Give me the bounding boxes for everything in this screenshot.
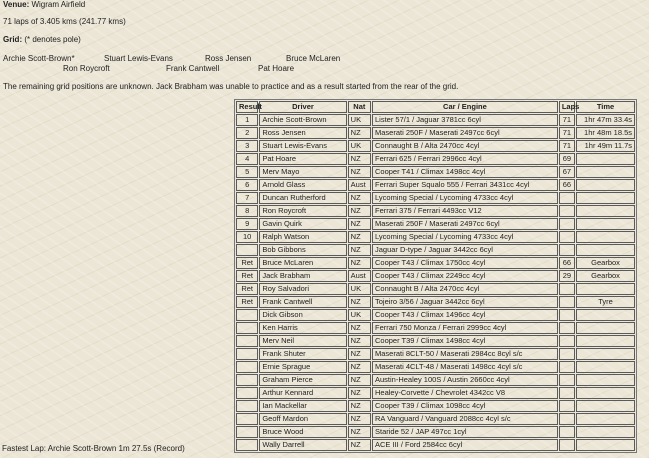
table-row [236,114,635,126]
nat-cell: NZ [348,127,371,139]
time-cell [576,192,635,204]
nat-cell: NZ [348,166,371,178]
laps-cell [559,361,575,373]
laps-cell [559,244,575,256]
driver-cell: Merv Neil [259,335,346,347]
driver-cell: Ron Roycroft [259,205,346,217]
car-engine-cell: Lister 57/1 / Jaguar 3781cc 6cyl [372,114,558,126]
nat-cell: NZ [348,413,371,425]
results-table [234,99,637,453]
time-cell [576,218,635,230]
laps-cell [559,348,575,360]
result-cell: 7 [236,192,258,204]
venue-value: Wigram Airfield [31,0,86,9]
driver-cell: Frank Shuter [259,348,346,360]
result-cell [236,309,258,321]
table-row [236,322,635,334]
header-car-engine: Car / Engine [372,101,558,113]
nat-cell: NZ [348,257,371,269]
nat-cell: NZ [348,322,371,334]
time-cell [576,439,635,451]
time-cell: Tyre [576,296,635,308]
driver-cell: Ralph Watson [259,231,346,243]
table-row [236,283,635,295]
result-cell [236,361,258,373]
car-engine-cell: Austin-Healey 100S / Austin 2660cc 4cyl [372,374,558,386]
laps-line: 71 laps of 3.405 kms (241.77 kms) [3,17,126,26]
result-cell [236,348,258,360]
time-cell [576,335,635,347]
laps-cell [559,387,575,399]
car-engine-cell: Maserati 250F / Maserati 2497cc 6cyl [372,127,558,139]
car-engine-cell: Healey-Corvette / Chevrolet 4342cc V8 [372,387,558,399]
laps-cell [559,205,575,217]
time-cell [576,426,635,438]
laps-cell: 71 [559,114,575,126]
car-engine-cell: Tojeiro 3/56 / Jaguar 3442cc 6cyl [372,296,558,308]
table-row [236,374,635,386]
laps-cell: 66 [559,179,575,191]
time-cell [576,153,635,165]
grid-row-2 [0,64,649,75]
time-cell: 1hr 47m 33.4s [576,114,635,126]
nat-cell: NZ [348,387,371,399]
grid-driver: Archie Scott-Brown* [3,54,75,63]
time-cell [576,400,635,412]
laps-cell [559,309,575,321]
time-cell [576,166,635,178]
venue-line [3,0,85,9]
result-cell [236,439,258,451]
car-engine-cell: RA Vanguard / Vanguard 2088cc 4cyl s/c [372,413,558,425]
laps-cell: 71 [559,127,575,139]
table-row [236,257,635,269]
table-row [236,127,635,139]
car-engine-cell: Jaguar D-type / Jaguar 3442cc 6cyl [372,244,558,256]
time-cell [576,374,635,386]
driver-cell: Geoff Mardon [259,413,346,425]
laps-cell: 66 [559,257,575,269]
car-engine-cell: Lycoming Special / Lycoming 4733cc 4cyl [372,192,558,204]
driver-cell: Ken Harris [259,322,346,334]
grid-driver: Stuart Lewis-Evans [104,54,173,63]
result-cell [236,413,258,425]
result-cell [236,426,258,438]
time-cell [576,179,635,191]
table-row [236,413,635,425]
results-body [236,114,635,451]
driver-cell: Bruce Wood [259,426,346,438]
result-cell [236,322,258,334]
time-cell: 1hr 48m 18.5s [576,127,635,139]
car-engine-cell: ACE III / Ford 2584cc 6cyl [372,439,558,451]
car-engine-cell: Ferrari 375 / Ferrari 4493cc V12 [372,205,558,217]
nat-cell: NZ [348,361,371,373]
time-cell: 1hr 49m 11.7s [576,140,635,152]
driver-cell: Pat Hoare [259,153,346,165]
driver-cell: Bruce McLaren [259,257,346,269]
table-row [236,387,635,399]
driver-cell: Arthur Kennard [259,387,346,399]
table-row [236,140,635,152]
grid-driver: Ross Jensen [205,54,252,63]
grid-heading [3,35,81,44]
driver-cell: Archie Scott-Brown [259,114,346,126]
result-cell [236,400,258,412]
car-engine-cell: Connaught B / Alta 2470cc 4cyl [372,140,558,152]
grid-driver: Frank Cantwell [166,64,220,73]
laps-cell [559,400,575,412]
header-time: Time [576,101,635,113]
grid-driver: Ron Roycroft [63,64,110,73]
nat-cell: NZ [348,231,371,243]
driver-cell: Frank Cantwell [259,296,346,308]
driver-cell: Duncan Rutherford [259,192,346,204]
car-engine-cell: Cooper T43 / Climax 1750cc 4cyl [372,257,558,269]
car-engine-cell: Ferrari Super Squalo 555 / Ferrari 3431cc 4cyl [372,179,558,191]
laps-cell [559,192,575,204]
driver-cell: Wally Darrell [259,439,346,451]
driver-cell: Dick Gibson [259,309,346,321]
time-cell [576,387,635,399]
result-cell: 10 [236,231,258,243]
laps-cell: 67 [559,166,575,178]
result-cell: 5 [236,166,258,178]
nat-cell: NZ [348,192,371,204]
table-row [236,179,635,191]
result-cell: Ret [236,283,258,295]
laps-cell [559,322,575,334]
table-row [236,361,635,373]
result-cell: 3 [236,140,258,152]
result-cell: Ret [236,270,258,282]
laps-cell [559,439,575,451]
car-engine-cell: Cooper T39 / Climax 1498cc 4cyl [372,335,558,347]
time-cell [576,231,635,243]
car-engine-cell: Cooper T43 / Climax 2249cc 4cyl [372,270,558,282]
result-cell [236,374,258,386]
table-row [236,192,635,204]
driver-cell: Roy Salvadori [259,283,346,295]
nat-cell: NZ [348,400,371,412]
driver-cell: Graham Pierce [259,374,346,386]
result-cell: 4 [236,153,258,165]
nat-cell: NZ [348,426,371,438]
nat-cell: Aust [348,270,371,282]
table-row [236,426,635,438]
table-row [236,335,635,347]
time-cell [576,322,635,334]
laps-cell: 29 [559,270,575,282]
nat-cell: Aust [348,179,371,191]
nat-cell: NZ [348,244,371,256]
nat-cell: NZ [348,153,371,165]
table-row [236,244,635,256]
driver-cell: Ian Mackellar [259,400,346,412]
driver-cell: Bob Gibbons [259,244,346,256]
table-row [236,400,635,412]
nat-cell: NZ [348,205,371,217]
table-row [236,231,635,243]
table-row [236,348,635,360]
result-cell: 8 [236,205,258,217]
car-engine-cell: Cooper T43 / Climax 1496cc 4cyl [372,309,558,321]
nat-cell: UK [348,140,371,152]
table-row [236,296,635,308]
car-engine-cell: Cooper T41 / Climax 1498cc 4cyl [372,166,558,178]
nat-cell: NZ [348,335,371,347]
nat-cell: NZ [348,374,371,386]
laps-cell [559,426,575,438]
driver-cell: Merv Mayo [259,166,346,178]
nat-cell: UK [348,283,371,295]
laps-cell [559,231,575,243]
driver-cell: Ernie Sprague [259,361,346,373]
header-result: Result [236,101,258,113]
driver-cell: Ross Jensen [259,127,346,139]
nat-cell: NZ [348,348,371,360]
fastest-lap: Fastest Lap: Archie Scott-Brown 1m 27.5s (Record) [2,444,185,453]
time-cell [576,309,635,321]
table-row [236,439,635,451]
laps-cell [559,413,575,425]
table-row [236,309,635,321]
result-cell: 9 [236,218,258,230]
grid-note: (* denotes pole) [24,35,81,44]
result-cell: 6 [236,179,258,191]
time-cell [576,348,635,360]
time-cell: Gearbox [576,270,635,282]
table-row [236,270,635,282]
grid-driver: Bruce McLaren [286,54,341,63]
time-cell: Gearbox [576,257,635,269]
driver-cell: Gavin Quirk [259,218,346,230]
time-cell [576,283,635,295]
car-engine-cell: Maserati 4CLT-48 / Maserati 1498cc 4cyl s/c [372,361,558,373]
laps-cell: 69 [559,153,575,165]
header-nat: Nat [348,101,371,113]
header-driver: Driver [259,101,346,113]
car-engine-cell: Connaught B / Alta 2470cc 4cyl [372,283,558,295]
car-engine-cell: Maserati 8CLT-50 / Maserati 2984cc 8cyl s/c [372,348,558,360]
laps-cell [559,218,575,230]
time-cell [576,244,635,256]
car-engine-cell: Ferrari 625 / Ferrari 2996cc 4cyl [372,153,558,165]
nat-cell: NZ [348,218,371,230]
time-cell [576,205,635,217]
nat-cell: NZ [348,296,371,308]
car-engine-cell: Maserati 250F / Maserati 2497cc 6cyl [372,218,558,230]
result-cell [236,335,258,347]
grid-remark: The remaining grid positions are unknown. Jack Brabham was unable to practice and as a result started from the rear of the grid. [3,82,459,91]
laps-cell [559,283,575,295]
driver-cell: Stuart Lewis-Evans [259,140,346,152]
header-laps: Laps [559,101,575,113]
time-cell [576,413,635,425]
grid-label: Grid: [3,35,23,44]
table-header-row [236,101,635,113]
laps-cell [559,374,575,386]
laps-cell: 71 [559,140,575,152]
nat-cell: UK [348,309,371,321]
result-cell: 2 [236,127,258,139]
time-cell [576,361,635,373]
nat-cell: NZ [348,439,371,451]
table-row [236,153,635,165]
car-engine-cell: Cooper T39 / Climax 1098cc 4cyl [372,400,558,412]
table-row [236,205,635,217]
car-engine-cell: Staride 52 / JAP 497cc 1cyl [372,426,558,438]
laps-cell [559,335,575,347]
result-cell: Ret [236,257,258,269]
car-engine-cell: Lycoming Special / Lycoming 4733cc 4cyl [372,231,558,243]
driver-cell: Arnold Glass [259,179,346,191]
venue-label: Venue: [3,0,30,9]
result-cell: 1 [236,114,258,126]
result-cell [236,244,258,256]
result-cell [236,387,258,399]
result-cell: Ret [236,296,258,308]
car-engine-cell: Ferrari 750 Monza / Ferrari 2999cc 4cyl [372,322,558,334]
driver-cell: Jack Brabham [259,270,346,282]
table-row [236,218,635,230]
table-row [236,166,635,178]
laps-cell [559,296,575,308]
nat-cell: UK [348,114,371,126]
grid-driver: Pat Hoare [258,64,295,73]
